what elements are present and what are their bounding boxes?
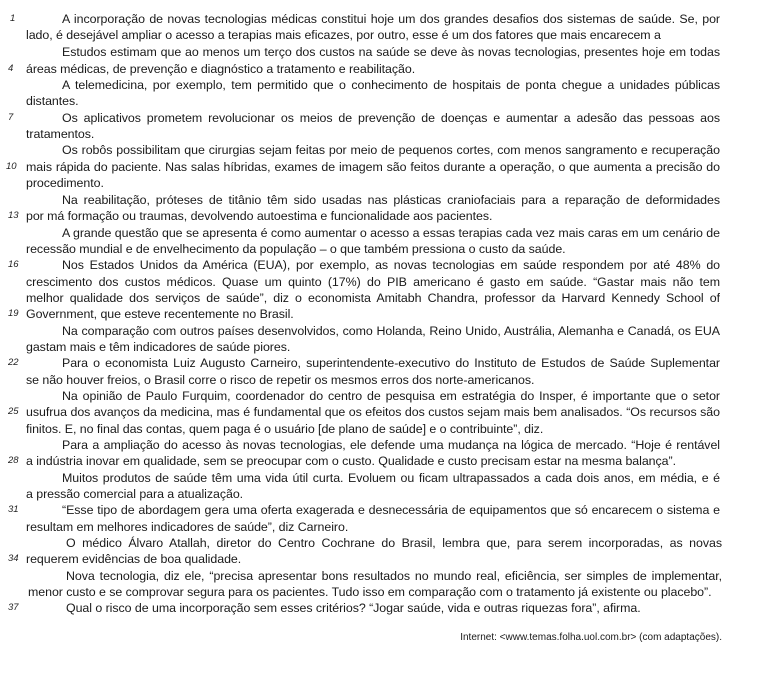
text-line: resultam em melhores indicadores de saúde”, diz Carneiro. [26, 520, 349, 534]
text-line: a indústria inovar em qualidade, sem se preocupar com o custo. Qualidade e custo precisam estar na mesma balança”. [26, 454, 676, 468]
text-line: Muitos produtos de saúde têm uma vida útil curta. Evoluem ou ficam ultrapassados a cada dois anos, em média, e é [62, 471, 720, 485]
text-line: se não houver freios, o Brasil corre o risco de repetir os mesmos erros dos norte-americanos. [26, 373, 535, 387]
text-line: A telemedicina, por exemplo, tem permitido que o conhecimento de hospitais de ponta chegue a unidades públicas [62, 78, 720, 92]
text-line: melhor qualidade dos serviços de saúde”, diz o economista Amitabh Chandra, professor da Harvard Kennedy School of [26, 291, 720, 305]
text-line: finitos. E, no final das contas, quem paga é o usuário [de plano de saúde] e o contribuinte”, diz. [26, 422, 544, 436]
text-line: Os robôs possibilitam que cirurgias sejam feitas por meio de pequenos cortes, com menos sangramento e recuperação [62, 143, 720, 157]
line-number: 28 [8, 455, 19, 466]
text-line: lado, é desejável ampliar o acesso a terapias mais eficazes, por outro, esse é um dos fatores que mais encarecem a [26, 28, 661, 42]
text-line: “Esse tipo de abordagem gera uma oferta exagerada e desnecessária de equipamentos que só encarecem o sistema e [62, 503, 720, 517]
line-number: 22 [8, 357, 19, 368]
text-line: Para o economista Luiz Augusto Carneiro, superintendente-executivo do Instituto de Estudos de Saúde Suplementar [62, 356, 720, 370]
text-line: Estudos estimam que ao menos um terço dos custos na saúde se deve às novas tecnologias, presentes hoje em todas [62, 45, 720, 59]
line-number: 31 [8, 504, 19, 515]
line-number: 25 [8, 406, 19, 417]
text-line: procedimento. [26, 176, 104, 190]
text-line: crescimento dos custos médicos. Quase um quinto (17%) do PIB americano é gasto em saúde. “Gastar mais não tem [26, 275, 720, 289]
text-line: recessão mundial e de envelhecimento da população – o que também pressiona o custo da saúde. [26, 242, 566, 256]
text-line: requerem evidências de boa qualidade. [26, 552, 242, 566]
text-line: por má formação ou traumas, devolvendo autoestima e funcionalidade aos pacientes. [26, 209, 493, 223]
text-line: a pressão comercial para a atualização. [26, 487, 244, 501]
text-line: Os aplicativos prometem revolucionar os meios de prevenção de doenças e aumentar a adesão das pessoas aos [62, 111, 720, 125]
text-line: Na comparação com outros países desenvolvidos, como Holanda, Reino Unido, Austrália, Alemanha e Canadá, os EUA [62, 324, 720, 338]
text-line: Government, que esteve recentemente no Brasil. [26, 307, 294, 321]
text-line: áreas médicas, de prevenção e diagnóstico a tratamento e reabilitação. [26, 62, 416, 76]
text-line: tratamentos. [26, 127, 95, 141]
text-line: Nos Estados Unidos da América (EUA), por exemplo, as novas tecnologias em saúde respondem por até 48% do [62, 258, 720, 272]
text-line: Para a ampliação do acesso às novas tecnologias, ele defende uma mudança na lógica de mercado. “Hoje é rentável [62, 438, 720, 452]
text-line: Na reabilitação, próteses de titânio têm sido usadas nas plásticas craniofaciais para a reparação de deformidades [62, 193, 720, 207]
text-line: Nova tecnologia, diz ele, “precisa apresentar bons resultados no mundo real, eficiência, ser simples de implementar, [66, 569, 722, 583]
text-line: A incorporação de novas tecnologias médicas constitui hoje um dos grandes desafios dos sistemas de saúde. Se, por [62, 12, 720, 26]
text-line: A grande questão que se apresenta é como aumentar o acesso a essas terapias cada vez mais caras em um cenário de [62, 226, 720, 240]
text-line: Na opinião de Paulo Furquim, coordenador do centro de pesquisa em estratégia do Insper, é importante que o setor [62, 389, 720, 403]
text-line: mais rápida do paciente. Nas salas híbridas, exames de imagem são feitos durante a operação, o que aumenta a precisão do [26, 160, 720, 174]
text-line: distantes. [26, 94, 79, 108]
line-number: 4 [8, 63, 14, 74]
line-number: 34 [8, 553, 19, 564]
line-number: 1 [10, 13, 16, 24]
line-number: 13 [8, 210, 19, 221]
source-citation: Internet: <www.temas.folha.uol.com.br> (com adaptações). [460, 632, 722, 643]
text-line: gastam mais e têm indicadores de saúde piores. [26, 340, 291, 354]
line-number: 16 [8, 259, 19, 270]
text-line: menor custo e se comprovar segura para os pacientes. Tudo isso em comparação com o tratamento já existente ou placebo”. [28, 585, 712, 599]
line-number: 10 [6, 161, 17, 172]
text-line: Qual o risco de uma incorporação sem esses critérios? “Jogar saúde, vida e outras riquezas fora”, afirma. [66, 601, 641, 615]
line-number: 7 [8, 112, 14, 123]
line-number: 19 [8, 308, 19, 319]
line-number: 37 [8, 602, 19, 613]
text-line: usufrua dos avanços da medicina, mas é fundamental que os efeitos dos custos sejam mais bem analisados. “Os recursos são [26, 405, 720, 419]
text-line: O médico Álvaro Atallah, diretor do Centro Cochrane do Brasil, lembra que, para serem incorporadas, as novas [66, 536, 722, 550]
